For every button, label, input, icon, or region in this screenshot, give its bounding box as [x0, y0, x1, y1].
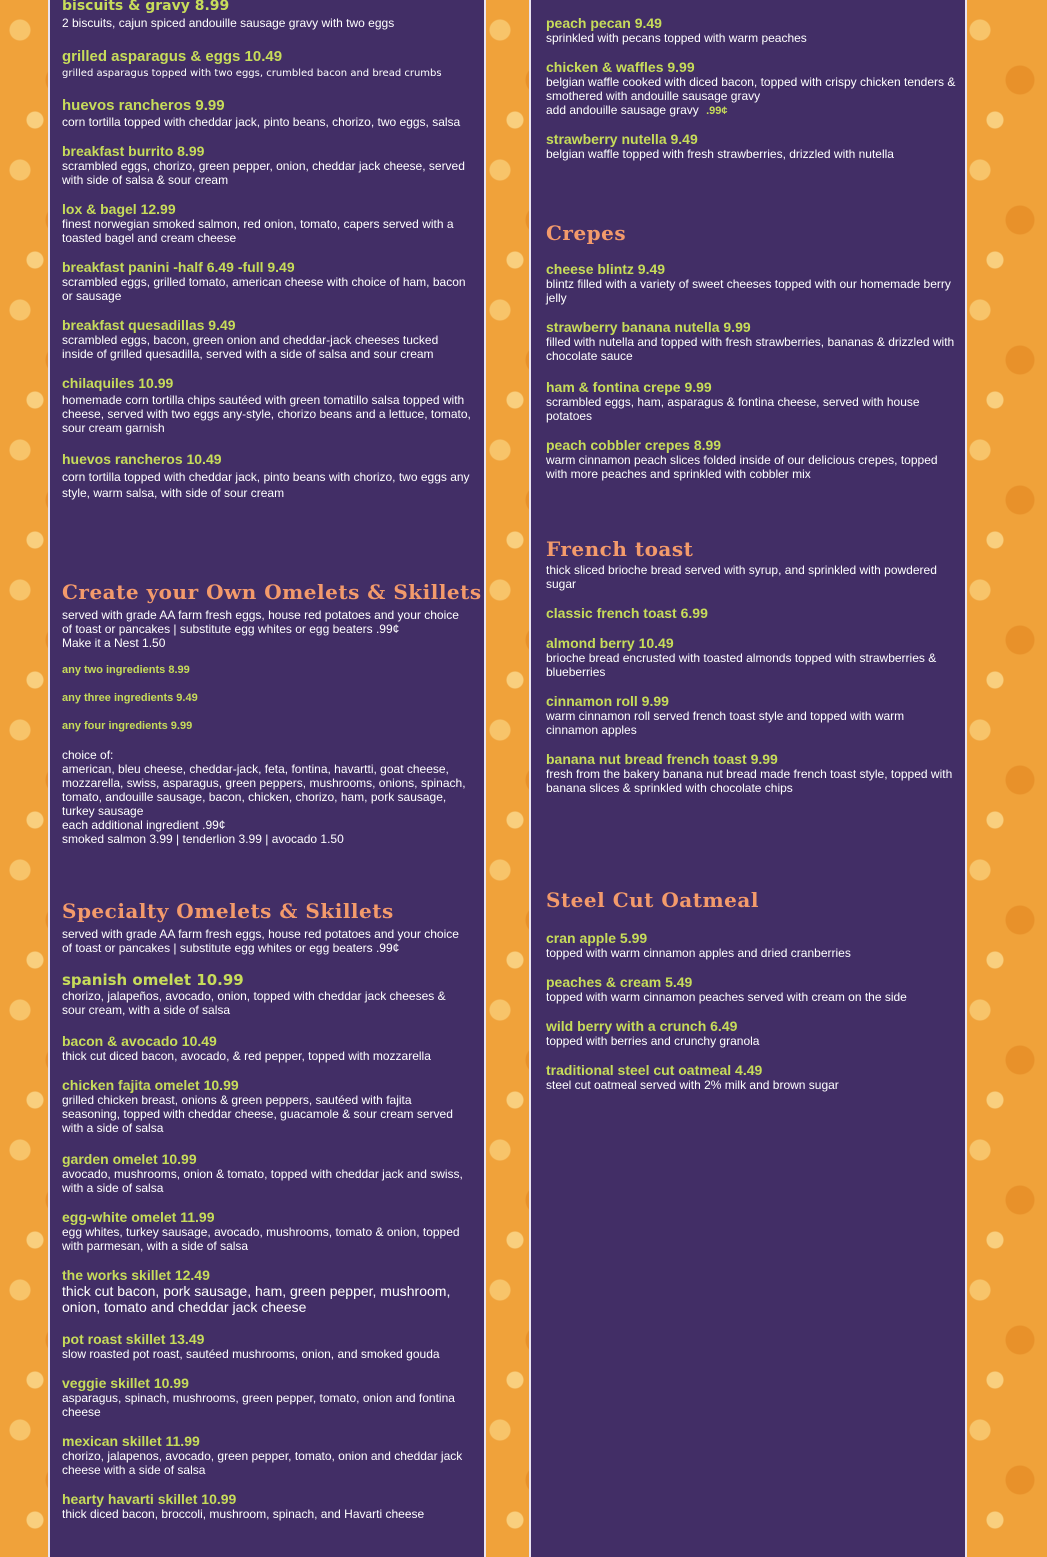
- item-name-huevos-rancheros-2: huevos rancheros 10.49: [62, 451, 222, 467]
- item-name-strawberry-nutella: strawberry nutella 9.49: [546, 131, 698, 147]
- item-name-lox-bagel: lox & bagel 12.99: [62, 201, 176, 217]
- item-desc-strawberry-nutella: belgian waffle topped with fresh strawberries, drizzled with nutella: [546, 147, 894, 161]
- make-it-a-nest: Make it a Nest 1.50: [62, 636, 166, 650]
- item-desc-hearty-havarti-skillet: thick diced bacon, broccoli, mushroom, spinach, and Havarti cheese: [62, 1507, 425, 1521]
- create-omelets-desc: served with grade AA farm fresh eggs, house red potatoes and your choice of toast or pancakes | substitute egg whites or egg beaters .99¢: [62, 608, 459, 636]
- item-desc-egg-white-omelet: egg whites, turkey sausage, avocado, mushrooms, tomato & onion, topped with parmesan, with a side of salsa: [62, 1225, 460, 1253]
- item-desc-biscuits-gravy: 2 biscuits, cajun spiced andouille sausage gravy with two eggs: [62, 16, 395, 30]
- item-name-breakfast-panini: breakfast panini -half 6.49 -full 9.49: [62, 259, 295, 275]
- addon-price: .99¢: [706, 105, 728, 117]
- item-desc-spanish-omelet: chorizo, jalapeños, avocado, onion, topped with cheddar jack cheeses & sour cream, with a side of salsa: [62, 989, 446, 1017]
- item-desc-chilaquiles: homemade corn tortilla chips sautéed with green tomatillo salsa topped with cheese, served with two eggs any-style, chorizo beans and a lettuce, tomato, sour cream garnish: [62, 393, 471, 435]
- chicken-waffles-addon: [546, 103, 728, 118]
- item-name-peach-pecan: peach pecan 9.49: [546, 15, 662, 31]
- item-name-almond-berry: almond berry 10.49: [546, 635, 674, 651]
- item-name-bacon-avocado: bacon & avocado 10.49: [62, 1033, 217, 1049]
- item-desc-banana-nut-bread: fresh from the bakery banana nut bread made french toast style, topped with banana slices & sprinkled with chocolate chips: [546, 767, 953, 795]
- item-name-cinnamon-roll: cinnamon roll 9.99: [546, 693, 669, 709]
- item-name-veggie-skillet: veggie skillet 10.99: [62, 1375, 189, 1391]
- item-name-egg-white-omelet: egg-white omelet 11.99: [62, 1209, 215, 1225]
- item-name-breakfast-quesadillas: breakfast quesadillas 9.49: [62, 317, 236, 333]
- item-name-pot-roast-skillet: pot roast skillet 13.49: [62, 1331, 205, 1347]
- item-name-classic-french-toast: classic french toast 6.99: [546, 605, 708, 621]
- item-name-biscuits-gravy: biscuits & gravy 8.99: [62, 0, 230, 14]
- item-name-chicken-fajita-omelet: chicken fajita omelet 10.99: [62, 1077, 239, 1093]
- item-desc-cheese-blintz: blintz filled with a variety of sweet cheeses topped with our homemade berry jelly: [546, 277, 951, 305]
- specialty-omelets-desc: served with grade AA farm fresh eggs, house red potatoes and your choice of toast or pancakes | substitute egg whites or egg beaters .99¢: [62, 927, 459, 955]
- item-desc-the-works-skillet: thick cut bacon, pork sausage, ham, green pepper, mushroom, onion, tomato and cheddar jack cheese: [62, 1283, 451, 1315]
- item-name-strawberry-banana-nutella: strawberry banana nutella 9.99: [546, 319, 751, 335]
- any-four-ingredients: any four ingredients 9.99: [62, 720, 193, 732]
- choice-of-label: choice of:: [62, 748, 114, 762]
- any-three-ingredients: any three ingredients 9.49: [62, 692, 198, 704]
- item-desc-traditional-oatmeal: steel cut oatmeal served with 2% milk and brown sugar: [546, 1078, 839, 1092]
- item-desc-chicken-fajita-omelet: grilled chicken breast, onions & green peppers, sautéed with fajita seasoning, topped with cheddar cheese, guacamole & sour cream served with a side of salsa: [62, 1093, 453, 1135]
- item-name-huevos-rancheros: huevos rancheros 9.99: [62, 97, 225, 114]
- item-desc-strawberry-banana-nutella: filled with nutella and topped with fresh strawberries, bananas & drizzled with chocolate sauce: [546, 335, 955, 363]
- item-name-traditional-oatmeal: traditional steel cut oatmeal 4.49: [546, 1062, 763, 1078]
- section-title-create-omelets: Create your Own Omelets & Skillets: [62, 580, 482, 604]
- item-name-ham-fontina-crepe: ham & fontina crepe 9.99: [546, 379, 712, 395]
- section-title-specialty-omelets: Specialty Omelets & Skillets: [62, 899, 394, 923]
- item-name-chicken-waffles: chicken & waffles 9.99: [546, 59, 695, 75]
- item-desc-huevos-rancheros: corn tortilla topped with cheddar jack, pinto beans, chorizo, two eggs, salsa: [62, 115, 461, 129]
- additional-ingredient-price: each additional ingredient .99¢: [62, 818, 226, 832]
- item-desc-garden-omelet: avocado, mushrooms, onion & tomato, topped with cheddar jack and swiss, with a side of salsa: [62, 1167, 463, 1195]
- item-name-grilled-asparagus: grilled asparagus & eggs 10.49: [62, 48, 283, 65]
- ingredient-choices: american, bleu cheese, cheddar-jack, feta, fontina, havartti, goat cheese, mozzarella, swiss, asparagus, green peppers, mushrooms, onions, spinach, tomato, andouille sausage, bacon, chicken, chorizo, ham, pork sausage, turkey sausage: [62, 762, 466, 818]
- item-name-hearty-havarti-skillet: hearty havarti skillet 10.99: [62, 1491, 237, 1507]
- item-desc-peaches-cream: topped with warm cinnamon peaches served with cream on the side: [546, 990, 907, 1004]
- item-desc-huevos-rancheros-2: corn tortilla topped with cheddar jack, pinto beans with chorizo, two eggs any style, warm salsa, with side of sour cream: [62, 470, 470, 500]
- item-name-the-works-skillet: the works skillet 12.49: [62, 1267, 210, 1283]
- section-title-french-toast: French toast: [546, 537, 694, 561]
- item-desc-mexican-skillet: chorizo, jalapenos, avocado, green pepper, tomato, onion and cheddar jack cheese with a side of salsa: [62, 1449, 463, 1477]
- item-desc-grilled-asparagus: grilled asparagus topped with two eggs, crumbled bacon and bread crumbs: [62, 68, 442, 79]
- item-desc-lox-bagel: finest norwegian smoked salmon, red onion, tomato, capers served with a toasted bagel and cream cheese: [62, 217, 454, 245]
- item-desc-cran-apple: topped with warm cinnamon apples and dried cranberries: [546, 946, 851, 960]
- item-name-cheese-blintz: cheese blintz 9.49: [546, 261, 666, 277]
- addon-label: add andouille sausage gravy: [546, 103, 699, 117]
- french-toast-desc: thick sliced brioche bread served with syrup, and sprinkled with powdered sugar: [546, 563, 937, 591]
- item-desc-breakfast-burrito: scrambled eggs, chorizo, green pepper, onion, cheddar jack cheese, served with side of salsa & sour cream: [62, 159, 465, 187]
- item-name-spanish-omelet: spanish omelet 10.99: [62, 971, 244, 989]
- item-desc-pot-roast-skillet: slow roasted pot roast, sautéed mushrooms, onion, and smoked gouda: [62, 1347, 440, 1361]
- item-name-garden-omelet: garden omelet 10.99: [62, 1151, 197, 1167]
- item-desc-ham-fontina-crepe: scrambled eggs, ham, asparagus & fontina cheese, served with house potatoes: [546, 395, 920, 423]
- item-desc-veggie-skillet: asparagus, spinach, mushrooms, green pepper, tomato, onion and fontina cheese: [62, 1391, 455, 1419]
- item-name-peaches-cream: peaches & cream 5.49: [546, 974, 693, 990]
- premium-extras: smoked salmon 3.99 | tenderlion 3.99 | avocado 1.50: [62, 832, 344, 846]
- item-desc-breakfast-quesadillas: scrambled eggs, bacon, green onion and cheddar-jack cheeses tucked inside of grilled quesadilla, served with a side of salsa and sour cream: [62, 333, 439, 361]
- item-desc-wild-berry-crunch: topped with berries and crunchy granola: [546, 1034, 760, 1048]
- item-name-cran-apple: cran apple 5.99: [546, 930, 648, 946]
- any-two-ingredients: any two ingredients 8.99: [62, 664, 190, 676]
- right-menu-column: [529, 0, 967, 1557]
- item-name-breakfast-burrito: breakfast burrito 8.99: [62, 143, 205, 159]
- item-desc-breakfast-panini: scrambled eggs, grilled tomato, american cheese with choice of ham, bacon or sausage: [62, 275, 466, 303]
- item-name-peach-cobbler-crepes: peach cobbler crepes 8.99: [546, 437, 722, 453]
- item-desc-almond-berry: brioche bread encrusted with toasted almonds topped with strawberries & blueberries: [546, 651, 937, 679]
- item-desc-bacon-avocado: thick cut diced bacon, avocado, & red pepper, topped with mozzarella: [62, 1049, 431, 1063]
- item-desc-peach-cobbler-crepes: warm cinnamon peach slices folded inside of our delicious crepes, topped with more peaches and sprinkled with cobbler mix: [546, 453, 938, 481]
- section-title-steel-cut-oatmeal: Steel Cut Oatmeal: [546, 888, 759, 912]
- item-name-mexican-skillet: mexican skillet 11.99: [62, 1433, 200, 1449]
- section-title-crepes: Crepes: [546, 221, 627, 245]
- item-desc-cinnamon-roll: warm cinnamon roll served french toast style and topped with warm cinnamon apples: [546, 709, 905, 737]
- item-name-banana-nut-bread: banana nut bread french toast 9.99: [546, 751, 778, 767]
- item-desc-chicken-waffles: belgian waffle cooked with diced bacon, topped with crispy chicken tenders & smothered with andouille sausage gravy: [546, 75, 956, 103]
- left-menu-column: [48, 0, 486, 1557]
- item-name-chilaquiles: chilaquiles 10.99: [62, 375, 174, 391]
- item-name-wild-berry-crunch: wild berry with a crunch 6.49: [546, 1018, 738, 1034]
- item-desc-peach-pecan: sprinkled with pecans topped with warm peaches: [546, 31, 807, 45]
